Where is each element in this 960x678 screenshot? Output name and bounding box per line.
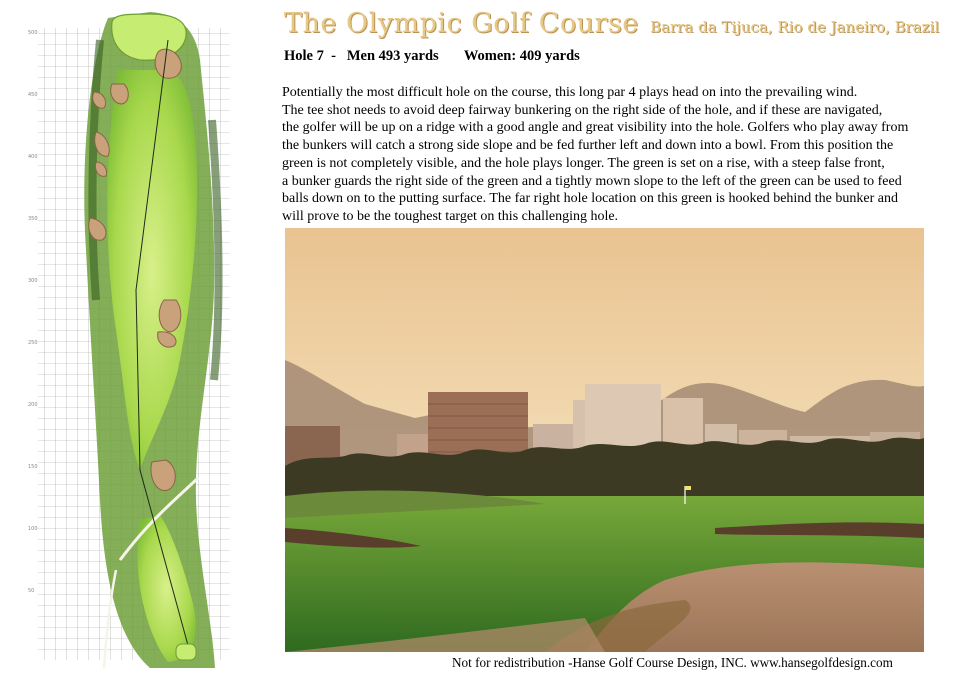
hole-photograph bbox=[285, 228, 924, 652]
yardage-mark: 350 bbox=[28, 216, 38, 222]
yardage-mark: 100 bbox=[28, 526, 38, 532]
description-line: Potentially the most difficult hole on the course, this long par 4 plays head on into the prevailing wind. bbox=[282, 85, 858, 100]
description-line: will prove to be the toughest target on this challenging hole. bbox=[282, 208, 619, 224]
copyright-credit: Not for redistribution -Hanse Golf Course Design, INC. www.hansegolfdesign.com bbox=[452, 655, 893, 670]
yardage-mark: 150 bbox=[28, 464, 38, 470]
description-line: balls down on to the putting surface. The far right hole location on this green is hooked behind the bunker and bbox=[282, 191, 898, 207]
yardage-mark: 400 bbox=[28, 154, 38, 160]
hole-number: Hole 7 bbox=[284, 48, 324, 64]
golf-hole-terrain bbox=[285, 490, 924, 652]
yardage-mark: 50 bbox=[28, 588, 35, 594]
hole-plan-illustration bbox=[0, 0, 250, 678]
yardage-mark: 250 bbox=[28, 340, 38, 346]
yardage-mark: 450 bbox=[28, 92, 38, 98]
men-yardage: Men 493 yards bbox=[346, 48, 439, 64]
tee-box bbox=[176, 644, 196, 660]
yardage-scale-labels bbox=[28, 30, 38, 594]
description-line: green is not completely visible, and the hole plays longer. The green is set on a rise, with a steep false front, bbox=[282, 155, 885, 171]
yardage-mark: 500 bbox=[28, 30, 38, 36]
course-location: Barra da Tijuca, Rio de Janeiro, Brazil bbox=[650, 18, 940, 36]
women-yardage: Women: 409 yards bbox=[463, 48, 580, 64]
hole-description bbox=[282, 84, 942, 226]
description-line: The tee shot needs to avoid deep fairway bunkering on the right side of the hole, and if these are navigated, bbox=[282, 102, 883, 118]
description-line: the golfer will be up on a ridge with a good angle and great visibility into the hole. Golfers who play away from bbox=[282, 120, 909, 136]
course-title: The Olympic Golf Course bbox=[284, 8, 639, 39]
hole-separator: - bbox=[331, 48, 336, 64]
description-line: a bunker guards the right side of the green and a tightly mown slope to the left of the green can be used to feed bbox=[282, 173, 902, 189]
hole-info-line bbox=[284, 48, 580, 65]
yardage-mark: 200 bbox=[28, 402, 38, 408]
description-line: the bunkers will catch a strong side slope and be fed further left and down into a bowl. From this position the bbox=[282, 138, 894, 154]
yardage-mark: 300 bbox=[28, 278, 38, 284]
